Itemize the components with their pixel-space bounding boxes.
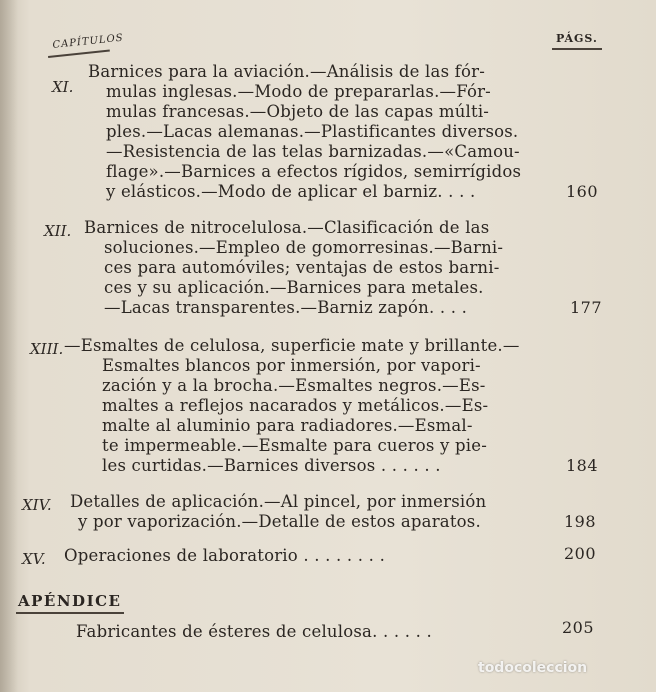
chapter-line: te impermeable.—Esmalte para cueros y pie- <box>102 436 487 455</box>
chapter-number: XI. <box>52 78 74 96</box>
chapter-number: XV. <box>22 550 46 568</box>
chapter-line: ples.—Lacas alemanas.—Plastificantes diversos. <box>106 122 519 141</box>
page-gutter-shadow <box>0 0 18 692</box>
chapter-line: Detalles de aplicación.—Al pincel, por inmersión <box>70 492 487 511</box>
page-number: 200 <box>564 544 597 563</box>
chapter-line: maltes a reflejos nacarados y metálicos.—Es- <box>102 396 489 415</box>
chapter-line: y elásticos.—Modo de aplicar el barniz. . . . <box>106 182 476 201</box>
chapter-line: Esmaltes blancos por inmersión, por vapori- <box>102 356 481 375</box>
chapter-line: soluciones.—Empleo de gomorresinas.—Barni- <box>104 238 504 257</box>
watermark: todocoleccion <box>478 660 588 676</box>
chapter-line: —Lacas transparentes.—Barniz zapón. . . . <box>104 298 468 317</box>
chapter-number: XIII. <box>30 340 64 358</box>
page-number: 184 <box>566 456 599 475</box>
chapter-line: y por vaporización.—Detalle de estos aparatos. <box>78 512 481 531</box>
chapter-line: Operaciones de laboratorio . . . . . . . . <box>64 546 386 565</box>
page-number: 160 <box>566 182 599 201</box>
chapter-line: malte al aluminio para radiadores.—Esmal- <box>102 416 473 435</box>
chapter-number: XIV. <box>22 496 52 514</box>
chapter-line: —Esmaltes de celulosa, superficie mate y brillante.— <box>64 336 520 355</box>
header-rule-left <box>48 50 110 58</box>
chapter-line: les curtidas.—Barnices diversos . . . . . . <box>102 456 441 475</box>
chapter-line: Barnices de nitrocelulosa.—Clasificación de las <box>84 218 490 237</box>
appendix-rule <box>16 612 124 614</box>
chapter-line: ces y su aplicación.—Barnices para metales. <box>104 278 484 297</box>
appendix-line: Fabricantes de ésteres de celulosa. . . . . . <box>76 622 432 641</box>
page-number: 198 <box>564 512 597 531</box>
chapter-line: ces para automóviles; ventajas de estos barni- <box>104 258 500 277</box>
header-pags: PÁGS. <box>556 32 598 45</box>
chapter-line: mulas francesas.—Objeto de las capas múlti- <box>106 102 490 121</box>
header-capitulos: CAPÍTULOS <box>52 32 125 51</box>
header-rule-right <box>552 48 602 50</box>
chapter-number: XII. <box>44 222 72 240</box>
page-number: 205 <box>562 618 595 637</box>
chapter-line: —Resistencia de las telas barnizadas.—«Camou- <box>106 142 520 161</box>
chapter-line: zación y a la brocha.—Esmaltes negros.—Es- <box>102 376 486 395</box>
chapter-line: mulas inglesas.—Modo de prepararlas.—Fór- <box>106 82 491 101</box>
chapter-line: Barnices para la aviación.—Análisis de las fór- <box>88 62 485 81</box>
chapter-line: flage».—Barnices a efectos rígidos, semirrígidos <box>106 162 522 181</box>
appendix-heading: APÉNDICE <box>18 592 122 610</box>
page-number: 177 <box>570 298 603 317</box>
